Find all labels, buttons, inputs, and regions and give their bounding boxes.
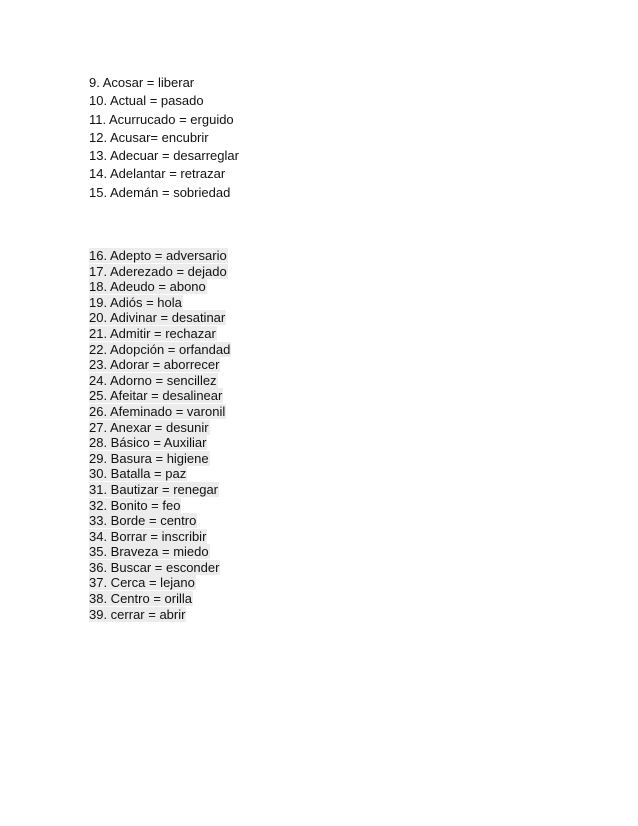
list-item-text: 20. Adivinar = desatinar (89, 310, 226, 326)
list-item (89, 591, 231, 607)
list-item (89, 342, 231, 358)
list-item: 14. Adelantar = retrazar (89, 166, 226, 182)
list-item (89, 529, 231, 545)
list-item (89, 326, 231, 342)
list-item: 13. Adecuar = desarreglar (89, 148, 239, 164)
list-item: 12. Acusar= encubrir (89, 129, 209, 145)
list-item (89, 388, 231, 404)
list-item-text: 25. Afeitar = desalinear (89, 388, 223, 404)
list-item-text: 39. cerrar = abrir (89, 606, 186, 622)
list-item-text: 33. Borde = centro (89, 513, 197, 529)
list-item (89, 248, 231, 264)
list-item (89, 513, 231, 529)
list-item-text: 34. Borrar = inscribir (89, 528, 207, 544)
list-item (89, 264, 231, 280)
antonym-list-second (89, 248, 231, 622)
list-item-text: 30. Batalla = paz (89, 466, 187, 482)
list-item (89, 466, 231, 482)
list-item (89, 575, 231, 591)
list-item (89, 482, 231, 498)
list-item (89, 310, 231, 326)
list-item-text: 23. Adorar = aborrecer (89, 357, 220, 373)
list-item (89, 357, 231, 373)
list-item (89, 560, 231, 576)
list-item: 15. Ademán = sobriedad (89, 184, 231, 200)
list-item-text: 27. Anexar = desunir (89, 419, 209, 435)
list-item-text: 31. Bautizar = renegar (89, 481, 218, 497)
list-item-text: 26. Afeminado = varonil (89, 403, 226, 419)
list-item-text: 38. Centro = orilla (89, 591, 192, 607)
list-item-text: 29. Basura = higiene (89, 450, 209, 466)
list-item: 10. Actual = pasado (89, 93, 204, 109)
list-item-text: 32. Bonito = feo (89, 497, 181, 513)
list-item (89, 420, 231, 436)
list-item (89, 544, 231, 560)
list-item-text: 21. Admitir = rechazar (89, 325, 216, 341)
list-item (89, 373, 231, 389)
list-item (89, 607, 231, 623)
list-item: 11. Acurrucado = erguido (89, 111, 234, 127)
list-item (89, 279, 231, 295)
list-item (89, 498, 231, 514)
list-item-text: 36. Buscar = esconder (89, 559, 220, 575)
list-item-text: 19. Adiós = hola (89, 294, 182, 310)
list-item-text: 37. Cerca = lejano (89, 575, 195, 591)
list-item-text: 16. Adepto = adversario (89, 248, 227, 263)
list-item-text: 17. Aderezado = dejado (89, 263, 227, 279)
list-item: 9. Acosar = liberar (89, 75, 195, 90)
list-item-text: 24. Adorno = sencillez (89, 372, 217, 388)
list-item (89, 451, 231, 467)
list-item-text: 28. Básico = Auxiliar (89, 435, 207, 451)
antonym-list-first (89, 74, 239, 202)
list-item-text: 22. Adopción = orfandad (89, 341, 231, 357)
list-item (89, 295, 231, 311)
list-item-text: 35. Braveza = miedo (89, 544, 209, 560)
list-item-text: 18. Adeudo = abono (89, 279, 206, 295)
list-item (89, 435, 231, 451)
list-item (89, 404, 231, 420)
